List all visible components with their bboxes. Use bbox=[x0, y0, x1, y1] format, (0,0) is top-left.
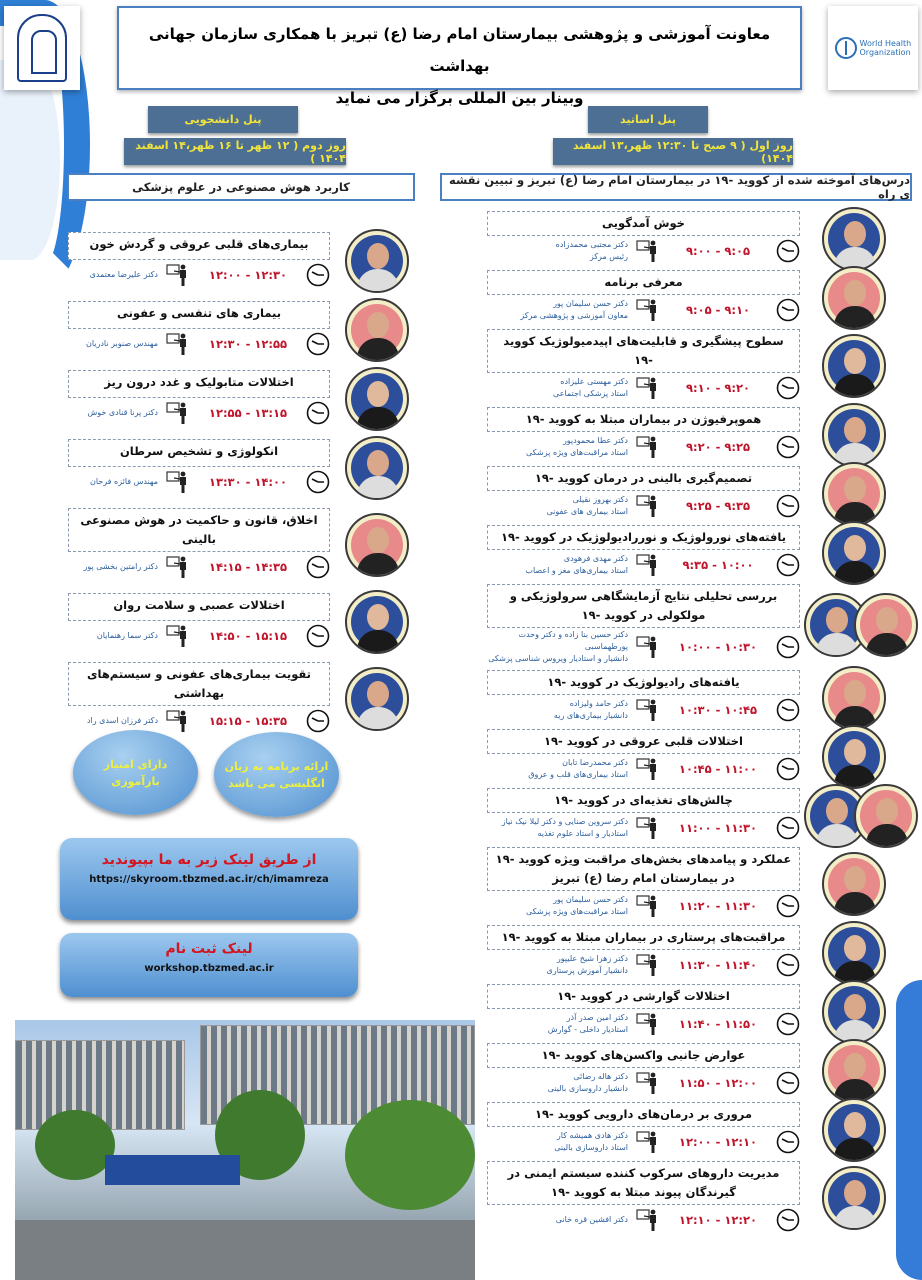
presenter-icon bbox=[166, 624, 190, 648]
hospital-photo bbox=[15, 1020, 475, 1280]
presenter-icon bbox=[166, 332, 190, 356]
session-time: ۱۱:۴۰ - ۱۱:۵۰ bbox=[678, 1017, 758, 1031]
presenter-icon bbox=[636, 494, 660, 518]
speaker-photo bbox=[345, 513, 409, 577]
clock-icon bbox=[306, 401, 330, 425]
speaker-info bbox=[502, 816, 628, 840]
university-logo bbox=[4, 6, 80, 90]
session-title: یافته‌های نورولوژیک و نوررادیولوژیک در کووید -۱۹ bbox=[487, 525, 800, 550]
clock-icon bbox=[776, 1208, 800, 1232]
session-title: بیماری‌های قلبی عروقی و گردش خون bbox=[68, 232, 330, 260]
speaker-name: دکتر پرنا قنادی خوش bbox=[87, 408, 158, 417]
speaker-name: دکتر مجتبی محمدزاده bbox=[555, 240, 628, 249]
university-emblem-icon bbox=[17, 14, 67, 82]
speaker-name: دکتر فرزان اسدی راد bbox=[86, 716, 158, 725]
clock-icon bbox=[776, 953, 800, 977]
register-url-link[interactable]: workshop.tbzmed.ac.ir bbox=[144, 963, 274, 974]
session-title: هموپرفیوژن در بیماران مبتلا به کووید -۱۹ bbox=[487, 407, 800, 432]
title-line-1: معاونت آموزشی و پژوهشی بیمارستان امام رضا (ع) تبریز با همکاری سازمان جهانی بهداشت bbox=[148, 25, 771, 75]
english-badge: ارائه برنامه به زبان انگلیسی می باشد bbox=[214, 732, 339, 817]
speaker-photo bbox=[822, 725, 886, 789]
session-title: اختلالات قلبی عروقی در کووید -۱۹ bbox=[487, 729, 800, 754]
session-item bbox=[487, 270, 800, 325]
session-time: ۱۱:۳۰ - ۱۱:۴۰ bbox=[678, 958, 758, 972]
speaker-info bbox=[556, 1214, 628, 1226]
speaker-name: دکتر بهروز نقیلی bbox=[572, 495, 628, 504]
session-time: ۱۱:۲۰ - ۱۱:۳۰ bbox=[678, 899, 758, 913]
session-title: تصمیم‌گیری بالینی در درمان کووید -۱۹ bbox=[487, 466, 800, 491]
speaker-info bbox=[548, 1012, 628, 1036]
speaker-role: دانشیار و استادیار ویروس شناسی پزشکی bbox=[488, 654, 628, 663]
session-time: ۱۴:۵۰ - ۱۵:۱۵ bbox=[208, 629, 288, 643]
speaker-info bbox=[526, 894, 628, 918]
presenter-icon bbox=[636, 894, 660, 918]
speaker-name: دکتر حسن سلیمان پور bbox=[553, 299, 628, 308]
session-time: ۱۰:۰۰ - ۱۰:۳۰ bbox=[678, 640, 758, 654]
speaker-photo bbox=[822, 334, 886, 398]
speaker-photo bbox=[854, 593, 918, 657]
session-time: ۱۰:۴۵ - ۱۱:۰۰ bbox=[678, 762, 758, 776]
session-title: خوش آمدگویی bbox=[487, 211, 800, 236]
join-url-link[interactable]: https://skyroom.tbzmed.ac.ir/ch/imamreza bbox=[89, 874, 329, 885]
speaker-info bbox=[90, 476, 158, 488]
session-time: ۹:۲۰ - ۹:۲۵ bbox=[685, 440, 751, 454]
speaker-role: استاد مراقبت‌های ویژه پزشکی bbox=[525, 448, 628, 457]
clock-icon bbox=[306, 332, 330, 356]
presenter-icon bbox=[636, 816, 660, 840]
speaker-photo bbox=[822, 462, 886, 526]
session-time: ۱۲:۱۰ - ۱۲:۲۰ bbox=[678, 1213, 758, 1227]
speaker-name: دکتر حامد ولیزاده bbox=[569, 699, 628, 708]
session-title: اخلاق، قانون و حاکمیت در هوش مصنوعی بالینی bbox=[68, 508, 330, 552]
clock-icon bbox=[776, 239, 800, 263]
speaker-name: مهندس فائزه فرحان bbox=[89, 477, 158, 486]
speaker-photo bbox=[822, 921, 886, 985]
speaker-role: استادیار و استاد علوم تغذیه bbox=[537, 829, 628, 838]
session-item bbox=[68, 232, 330, 290]
presenter-icon bbox=[166, 263, 190, 287]
clock-icon bbox=[306, 709, 330, 733]
speaker-info bbox=[546, 494, 628, 518]
student-day-label: روز دوم ( ۱۲ ظهر تا ۱۶ ظهر،۱۴ اسفند ۱۴۰۴ ) bbox=[124, 138, 346, 165]
clock-icon bbox=[306, 624, 330, 648]
presenter-icon bbox=[636, 953, 660, 977]
speaker-info bbox=[520, 298, 628, 322]
session-item bbox=[487, 211, 800, 266]
session-time: ۱۲:۰۰ - ۱۲:۱۰ bbox=[678, 1135, 758, 1149]
speaker-info bbox=[87, 715, 158, 727]
session-item bbox=[68, 593, 330, 651]
clock-icon bbox=[776, 298, 800, 322]
presenter-icon bbox=[636, 757, 660, 781]
student-schedule bbox=[68, 232, 330, 747]
speaker-info bbox=[83, 561, 158, 573]
session-item bbox=[487, 984, 800, 1039]
faculty-day-label: روز اول ( ۹ صبح تا ۱۲:۳۰ ظهر،۱۳ اسفند ۱۴۰۴) bbox=[553, 138, 793, 165]
speaker-name: دکتر علیرضا معتمدی bbox=[89, 270, 158, 279]
speaker-name: دکتر رامتین بخشی پور bbox=[83, 562, 158, 571]
session-item bbox=[487, 407, 800, 462]
session-item bbox=[487, 925, 800, 980]
speaker-name: دکتر حسن سلیمان پور bbox=[553, 895, 628, 904]
session-time: ۱۱:۰۰ - ۱۱:۳۰ bbox=[678, 821, 758, 835]
join-heading: از طریق لینک زیر به ما بپیوندید bbox=[101, 852, 317, 868]
session-item bbox=[68, 370, 330, 428]
speaker-info bbox=[554, 1130, 628, 1154]
session-item bbox=[487, 670, 800, 725]
register-heading: لینک ثبت نام bbox=[165, 941, 253, 957]
speaker-name: دکتر حسین بنا زاده و دکتر وحدت پورطهماسبی bbox=[518, 630, 628, 651]
session-title: چالش‌های تغذیه‌ای در کووید -۱۹ bbox=[487, 788, 800, 813]
speaker-name: دکتر سما رهنمایان bbox=[96, 631, 158, 640]
speaker-photo bbox=[345, 367, 409, 431]
speaker-role: رئیس مرکز bbox=[589, 252, 628, 261]
clock-icon bbox=[776, 757, 800, 781]
speaker-name: دکتر عطا محمودپور bbox=[562, 436, 628, 445]
session-time: ۱۴:۱۵ - ۱۴:۳۵ bbox=[208, 560, 288, 574]
speaker-photo bbox=[822, 852, 886, 916]
session-time: ۹:۲۵ - ۹:۳۵ bbox=[685, 499, 751, 513]
session-time: ۱۲:۳۰ - ۱۲:۵۵ bbox=[208, 337, 288, 351]
session-title: مروری بر درمان‌های دارویی کووید -۱۹ bbox=[487, 1102, 800, 1127]
speaker-info bbox=[526, 435, 628, 459]
speaker-name: دکتر مهدی فرهودی bbox=[563, 554, 628, 563]
session-item bbox=[487, 466, 800, 521]
clock-icon bbox=[776, 816, 800, 840]
speaker-photo bbox=[822, 403, 886, 467]
presenter-icon bbox=[636, 635, 660, 659]
presenter-icon bbox=[636, 239, 660, 263]
credit-badge: دارای امتیاز بازآموزی bbox=[73, 730, 198, 815]
clock-icon bbox=[776, 1130, 800, 1154]
session-time: ۱۱:۵۰ - ۱۲:۰۰ bbox=[678, 1076, 758, 1090]
session-time: ۹:۳۵ - ۱۰:۰۰ bbox=[682, 558, 754, 572]
session-item bbox=[487, 584, 800, 666]
clock-icon bbox=[306, 470, 330, 494]
speaker-photo bbox=[822, 266, 886, 330]
session-item bbox=[68, 301, 330, 359]
speaker-role: استادیار داخلی - گوارش bbox=[547, 1025, 628, 1034]
clock-icon bbox=[776, 553, 800, 577]
clock-icon bbox=[776, 494, 800, 518]
session-time: ۱۵:۱۵ - ۱۵:۳۵ bbox=[208, 714, 288, 728]
faculty-theme: درس‌های آموخته شده از کووید -۱۹ در بیمارستان امام رضا (ع) تبریز و تبیین نقشه ی راه bbox=[440, 173, 912, 201]
speaker-role: استاد داروسازی بالینی bbox=[554, 1143, 628, 1152]
session-item bbox=[487, 525, 800, 580]
session-time: ۹:۱۰ - ۹:۲۰ bbox=[685, 381, 751, 395]
speaker-photo bbox=[345, 229, 409, 293]
speaker-photo bbox=[345, 436, 409, 500]
who-logo bbox=[828, 6, 918, 90]
presenter-icon bbox=[636, 1012, 660, 1036]
session-title: سطوح پیشگیری و قابلیت‌های اپیدمیولوژیک کووید -۱۹ bbox=[487, 329, 800, 373]
speaker-photo bbox=[822, 980, 886, 1044]
speaker-role: معاون آموزشی و پژوهشی مرکز bbox=[520, 311, 628, 320]
clock-icon bbox=[776, 635, 800, 659]
presenter-icon bbox=[636, 698, 660, 722]
speaker-photo bbox=[822, 1098, 886, 1162]
session-title: مراقبت‌های پرستاری در بیماران مبتلا به کووید -۱۹ bbox=[487, 925, 800, 950]
session-item bbox=[68, 508, 330, 582]
speaker-name: مهندس صنوبر نادریان bbox=[85, 339, 158, 348]
presenter-icon bbox=[166, 470, 190, 494]
session-item bbox=[487, 1161, 800, 1235]
speaker-info bbox=[88, 407, 158, 419]
session-item bbox=[68, 662, 330, 736]
session-title: عملکرد و پیامدهای بخش‌های مراقبت ویژه کووید -۱۹ در بیمارستان امام رضا (ع) تبریز bbox=[487, 847, 800, 891]
speaker-photo bbox=[822, 1039, 886, 1103]
presenter-icon bbox=[636, 376, 660, 400]
background-swoosh bbox=[896, 980, 922, 1280]
speaker-info bbox=[556, 239, 628, 263]
session-title: اختلالات عصبی و سلامت روان bbox=[68, 593, 330, 621]
speaker-role: استاد بیماری‌های مغز و اعصاب bbox=[525, 566, 628, 575]
speaker-photo bbox=[854, 784, 918, 848]
session-item bbox=[487, 1043, 800, 1098]
speaker-photo bbox=[822, 1166, 886, 1230]
session-item bbox=[487, 788, 800, 843]
speaker-role: دانشیار آموزش پرستاری bbox=[546, 966, 628, 975]
session-title: عوارض جانبی واکسن‌های کووید -۱۹ bbox=[487, 1043, 800, 1068]
speaker-info bbox=[525, 553, 628, 577]
speaker-photo bbox=[822, 207, 886, 271]
presenter-icon bbox=[166, 555, 190, 579]
presenter-icon bbox=[636, 298, 660, 322]
clock-icon bbox=[776, 894, 800, 918]
session-title: مدیریت داروهای سرکوب کننده سیستم ایمنی در گیرندگان پیوند مبتلا به کووید -۱۹ bbox=[487, 1161, 800, 1205]
session-title: بررسی تحلیلی نتایج آزمایشگاهی سرولوژیکی و مولکولی در کووید -۱۹ bbox=[487, 584, 800, 628]
clock-icon bbox=[306, 263, 330, 287]
clock-icon bbox=[776, 376, 800, 400]
presenter-icon bbox=[636, 1208, 660, 1232]
speaker-info bbox=[546, 953, 628, 977]
session-time: ۱۰:۳۰ - ۱۰:۴۵ bbox=[678, 703, 758, 717]
session-time: ۹:۰۵ - ۹:۱۰ bbox=[685, 303, 751, 317]
speaker-name: دکتر مهستی علیزاده bbox=[560, 377, 628, 386]
speaker-role: دانشیار بیماری‌های ریه bbox=[553, 711, 628, 720]
speaker-role: استاد مراقبت‌های ویژه پزشکی bbox=[525, 907, 628, 916]
speaker-role: دانشیار داروسازی بالینی bbox=[547, 1084, 628, 1093]
session-item bbox=[68, 439, 330, 497]
presenter-icon bbox=[636, 1130, 660, 1154]
speaker-role: استاد بیماری های عفونی bbox=[546, 507, 628, 516]
speaker-info bbox=[97, 630, 158, 642]
clock-icon bbox=[776, 1012, 800, 1036]
page-title bbox=[117, 6, 802, 107]
session-title: تقویت بیماری‌های عفونی و سیستم‌های بهداشتی bbox=[68, 662, 330, 706]
presenter-icon bbox=[166, 401, 190, 425]
clock-icon bbox=[776, 698, 800, 722]
background-shape bbox=[0, 60, 60, 260]
session-title: اختلالات گوارشی در کووید -۱۹ bbox=[487, 984, 800, 1009]
clock-icon bbox=[306, 555, 330, 579]
speaker-photo bbox=[345, 667, 409, 731]
session-item bbox=[487, 329, 800, 403]
session-title: اختلالات متابولیک و غدد درون ریز bbox=[68, 370, 330, 398]
speaker-info bbox=[487, 629, 628, 665]
who-logo-text: World Health Organization bbox=[859, 39, 912, 57]
speaker-role: استاد بیماری‌های قلب و عروق bbox=[528, 770, 628, 779]
speaker-photo bbox=[345, 298, 409, 362]
clock-icon bbox=[776, 435, 800, 459]
speaker-info bbox=[528, 757, 628, 781]
speaker-info bbox=[553, 376, 628, 400]
speaker-name: دکتر محمدرضا تابان bbox=[562, 758, 628, 767]
session-time: ۱۲:۵۵ - ۱۳:۱۵ bbox=[208, 406, 288, 420]
session-item bbox=[487, 847, 800, 921]
session-title: انکولوژی و تشخیص سرطان bbox=[68, 439, 330, 467]
session-time: ۹:۰۰ - ۹:۰۵ bbox=[685, 244, 751, 258]
faculty-panel-label: پنل اساتید bbox=[588, 106, 708, 133]
presenter-icon bbox=[636, 1071, 660, 1095]
register-link-box[interactable] bbox=[60, 933, 358, 997]
faculty-schedule bbox=[487, 211, 800, 1239]
speaker-info bbox=[548, 1071, 628, 1095]
presenter-icon bbox=[636, 435, 660, 459]
speaker-name: دکتر هادی همیشه کار bbox=[556, 1131, 628, 1140]
speaker-info bbox=[554, 698, 628, 722]
speaker-info bbox=[90, 269, 158, 281]
session-title: معرفی برنامه bbox=[487, 270, 800, 295]
speaker-name: دکتر زهرا شیخ علیپور bbox=[556, 954, 628, 963]
speaker-role: استاد پزشکی اجتماعی bbox=[553, 389, 628, 398]
session-item bbox=[487, 729, 800, 784]
speaker-info bbox=[86, 338, 158, 350]
session-time: ۱۲:۰۰ - ۱۲:۳۰ bbox=[208, 268, 288, 282]
speaker-name: دکتر سروین صنایی و دکتر لیلا نیک نیاز bbox=[501, 817, 628, 826]
speaker-photo bbox=[822, 666, 886, 730]
speaker-name: دکتر هاله رضائی bbox=[573, 1072, 628, 1081]
speaker-photo bbox=[345, 590, 409, 654]
speaker-photo bbox=[822, 521, 886, 585]
clock-icon bbox=[776, 1071, 800, 1095]
presenter-icon bbox=[636, 553, 660, 577]
speaker-name: دکتر افشین قره خانی bbox=[555, 1215, 628, 1224]
student-theme: کاربرد هوش مصنوعی در علوم پزشکی bbox=[67, 173, 415, 201]
join-link-box[interactable] bbox=[60, 838, 358, 920]
session-title: یافته‌های رادیولوژیک در کووید -۱۹ bbox=[487, 670, 800, 695]
session-time: ۱۳:۳۰ - ۱۴:۰۰ bbox=[208, 475, 288, 489]
speaker-name: دکتر امین صدر آذر bbox=[566, 1013, 628, 1022]
student-panel-label: پنل دانشجویی bbox=[148, 106, 298, 133]
who-globe-icon bbox=[835, 37, 857, 59]
session-item bbox=[487, 1102, 800, 1157]
session-title: بیماری های تنفسی و عفونی bbox=[68, 301, 330, 329]
presenter-icon bbox=[166, 709, 190, 733]
title-line-2: وبینار بین المللی برگزار می نماید bbox=[335, 89, 584, 107]
